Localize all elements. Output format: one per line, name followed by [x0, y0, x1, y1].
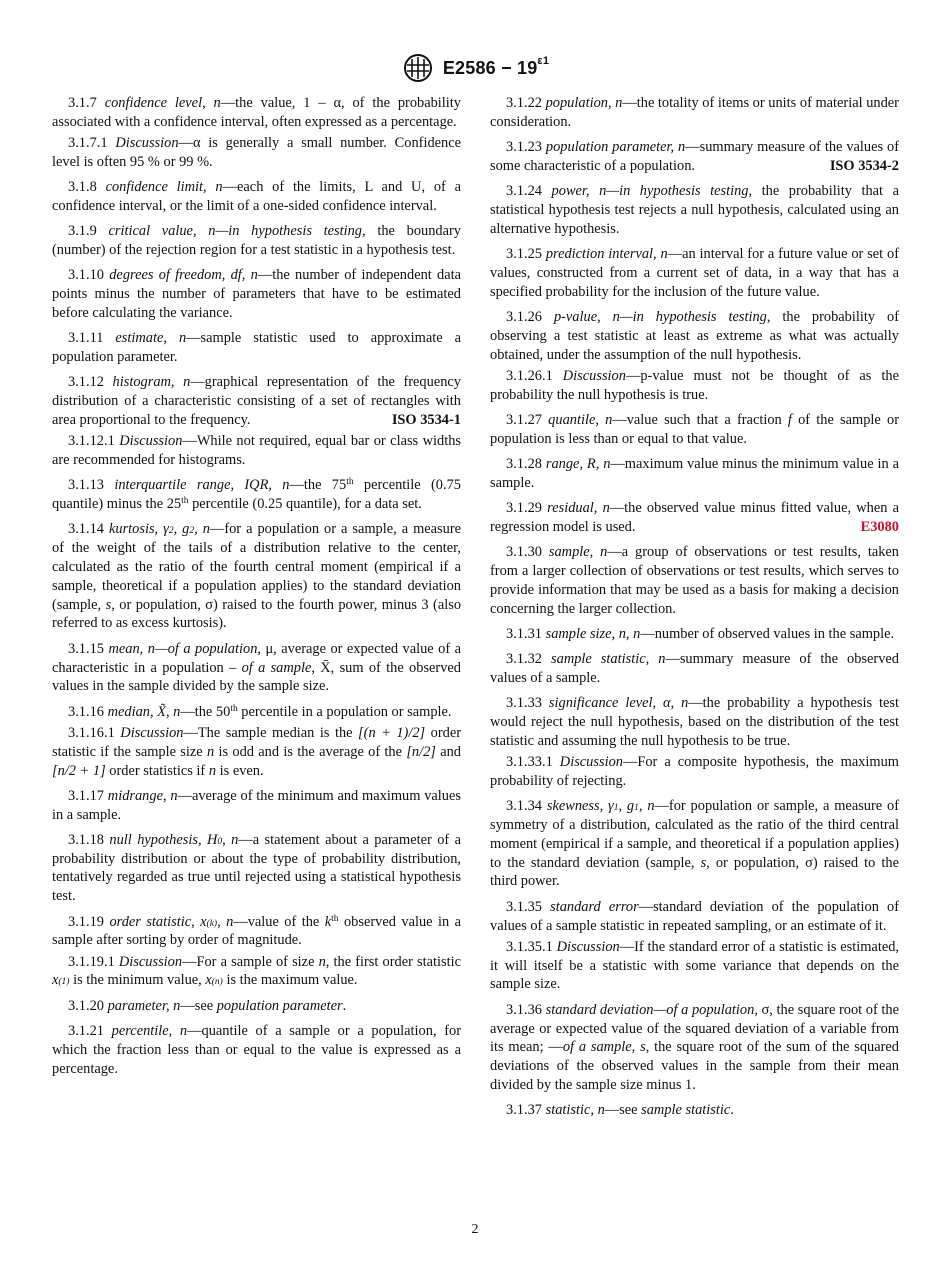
definition-paragraph: 3.1.34 skewness, $\gamma_1$, $g_1$, n—for population or sample, a measure of symmetry of a distribution, calculated as the ratio of the third central moment (empirical if a sample, and theoretical if a population applies) to the standard deviation (sample, s, or population, σ) raised to the third power. — [490, 798, 900, 890]
definition-paragraph: 3.1.10 degrees of freedom, df, n—the number of independent data points minus the number of parameters that have to be estimated before calculating the variance. — [52, 267, 461, 321]
page-number: 2 — [471, 1222, 479, 1237]
definition-paragraph: 3.1.35 standard error—standard deviation of the population of values of a sample statistic in repeated sampling, or an estimate of it. — [490, 898, 899, 934]
definition-paragraph: 3.1.30 sample, n—a group of observations or test results, taken from a larger collection of observations or test results, which serves to provide information that may be used as a basis for making a decision concerning the larger collection. — [490, 544, 899, 617]
discussion-paragraph: 3.1.26.1 Discussion—p-value must not be thought of as the probability the null hypothesis is true. — [490, 367, 899, 403]
definition-paragraph: 3.1.31 sample size, n, n—number of observed values in the sample. — [506, 625, 895, 642]
discussion-paragraph: 3.1.16.1 Discussion—The sample median is the [(n + 1)/2] order statistic if the sample size n is odd and is the average of the [n/2] and [n/2 + 1] order statistics if n is even. — [52, 724, 462, 779]
definition-paragraph: 3.1.9 critical value, n—in hypothesis testing, the boundary (number) of the rejection region for a test statistic in a hypothesis test. — [52, 223, 461, 259]
definition-paragraph: 3.1.37 statistic, n—see sample statistic. — [506, 1102, 734, 1119]
definition-paragraph: 3.1.32 sample statistic, n—summary measure of the observed values of a sample. — [490, 651, 899, 687]
document-designation: $E2586 - 19^{\varepsilon 1}$ — [442, 54, 550, 78]
definition-paragraph: 3.1.23 population parameter, n—summary measure of the values of some characteristic of a population. ISO 3534-2 — [490, 139, 899, 174]
definition-paragraph: 3.1.24 power, n—in hypothesis testing, the probability that a statistical hypothesis test rejects a null hypothesis, calculated using an alternative hypothesis. — [490, 183, 899, 237]
standard-reference: ISO 3534-2 — [829, 157, 899, 174]
definition-paragraph: 3.1.22 population, n—the totality of items or units of material under consideration. — [490, 95, 899, 130]
definition-paragraph: 3.1.14 kurtosis, $\gamma_2$, $g_2$, n—for a population or a sample, a measure of the weight of the tails of a distribution relative to the center, calculated as the ratio of the fourth central moment (empirical if a sample, theoretical if a population applies) to the standard deviation (sample, s, or population, σ) raised to the fourth power, minus 3 (also referred to as excess kurtosis). — [52, 521, 462, 632]
definition-paragraph: 3.1.13 interquartile range, IQR, n—the 75th percentile (0.75 quantile) minus the 25th percentile (0.25 quantile), for a data set. — [52, 477, 461, 513]
definition-paragraph: 3.1.36 standard deviation—of a population, σ, the square root of the average or expected value of the squared deviation of a variable from its mean; —of a sample, s, the square root of the sum of the squared deviations of the observed values in the sample from their mean divided by the sample size minus 1. — [490, 1001, 900, 1093]
definition-paragraph: 3.1.7 confidence level, n—the value, 1 – α, of the probability associated with a confidence interval, often expressed as a percentage. — [52, 95, 461, 130]
document-header — [0, 52, 950, 84]
definition-paragraph: 3.1.19 order statistic, $x_{(k)}$, n—value of the $k^{th}$ observed value in a sample after sorting by order of magnitude. — [52, 913, 461, 949]
definition-paragraph: 3.1.15 mean, n—of a population, μ, average or expected value of a characteristic in a population – of a sample, X̄, sum of the observed values in the sample divided by the sample size. — [52, 640, 461, 695]
designation-superscript: ε1 — [537, 54, 550, 67]
definition-paragraph: 3.1.33 significance level, α, n—the probability a hypothesis test would reject the null hypothesis, based on the distribution of the test statistic and assuming the null hypothesis to be true. — [490, 695, 899, 749]
discussion-paragraph: 3.1.19.1 Discussion—For a sample of size n, the first order statistic $x_{(1)}$ is the minimum value, $x_{(n)}$ is the maximum value. — [52, 953, 461, 989]
discussion-paragraph: 3.1.35.1 Discussion—If the standard error of a statistic is estimated, it will itself be a statistic with some variance that depends on the sample size. — [490, 938, 899, 993]
standard-reference: ISO 3534-1 — [391, 411, 461, 428]
definition-paragraph: 3.1.11 estimate, n—sample statistic used to approximate a population parameter. — [52, 330, 461, 366]
definition-paragraph: 3.1.8 confidence limit, n—each of the limits, L and U, of a confidence interval, or the limit of a one-sided confidence interval. — [52, 179, 461, 214]
definition-paragraph: 3.1.17 midrange, n—average of the minimum and maximum values in a sample. — [52, 787, 461, 823]
definition-paragraph: 3.1.20 parameter, n—see population parameter. — [68, 997, 347, 1014]
definition-paragraph: 3.1.28 range, R, n—maximum value minus the minimum value in a sample. — [490, 456, 899, 491]
discussion-paragraph: 3.1.12.1 Discussion—While not required, equal bar or class widths are recommended for histograms. — [52, 433, 461, 469]
definition-paragraph: 3.1.18 null hypothesis, $H_0$, n—a statement about a parameter of a probability distribution or about the type of probability distribution, tentatively regarded as true until rejected using a statistical hypothesis test. — [52, 831, 462, 905]
left-column — [52, 94, 461, 1085]
right-column — [490, 94, 899, 1127]
astm-logo-icon — [401, 53, 435, 83]
discussion-paragraph: 3.1.33.1 Discussion—For a composite hypothesis, the maximum probability of rejecting. — [490, 754, 899, 789]
discussion-paragraph: 3.1.7.1 Discussion—α is generally a small number. Confidence level is often 95 % or 99 %. — [52, 135, 461, 170]
definition-paragraph: 3.1.12 histogram, n—graphical representation of the frequency distribution of a characteristic consisting of a set of rectangles with area proportional to the frequency. ISO 3534-1 — [52, 374, 461, 428]
definition-paragraph: 3.1.29 residual, n—the observed value minus fitted value, when a regression model is used. E3080 — [490, 500, 899, 535]
definition-paragraph: 3.1.26 p-value, n—in hypothesis testing, the probability of observing a test statistic at least as extreme as what was actually obtained, under the assumption of the null hypothesis. — [490, 308, 899, 363]
definition-paragraph: 3.1.16 median, X̃, n—the 50th percentile in a population or sample. — [68, 703, 452, 720]
definition-paragraph: 3.1.21 percentile, n—quantile of a sample or a population, for which the fraction less than or equal to the value is expressed as a percentage. — [52, 1023, 461, 1077]
definition-paragraph: 3.1.27 quantile, n—value such that a fraction f of the sample or population is less than or equal to that value. — [490, 411, 899, 447]
standard-reference-link[interactable]: E3080 — [860, 518, 899, 535]
definition-paragraph: 3.1.25 prediction interval, n—an interval for a future value or set of values, constructed from a current set of data, in a way that has a specified probability for the inclusion of the future value. — [490, 246, 899, 300]
